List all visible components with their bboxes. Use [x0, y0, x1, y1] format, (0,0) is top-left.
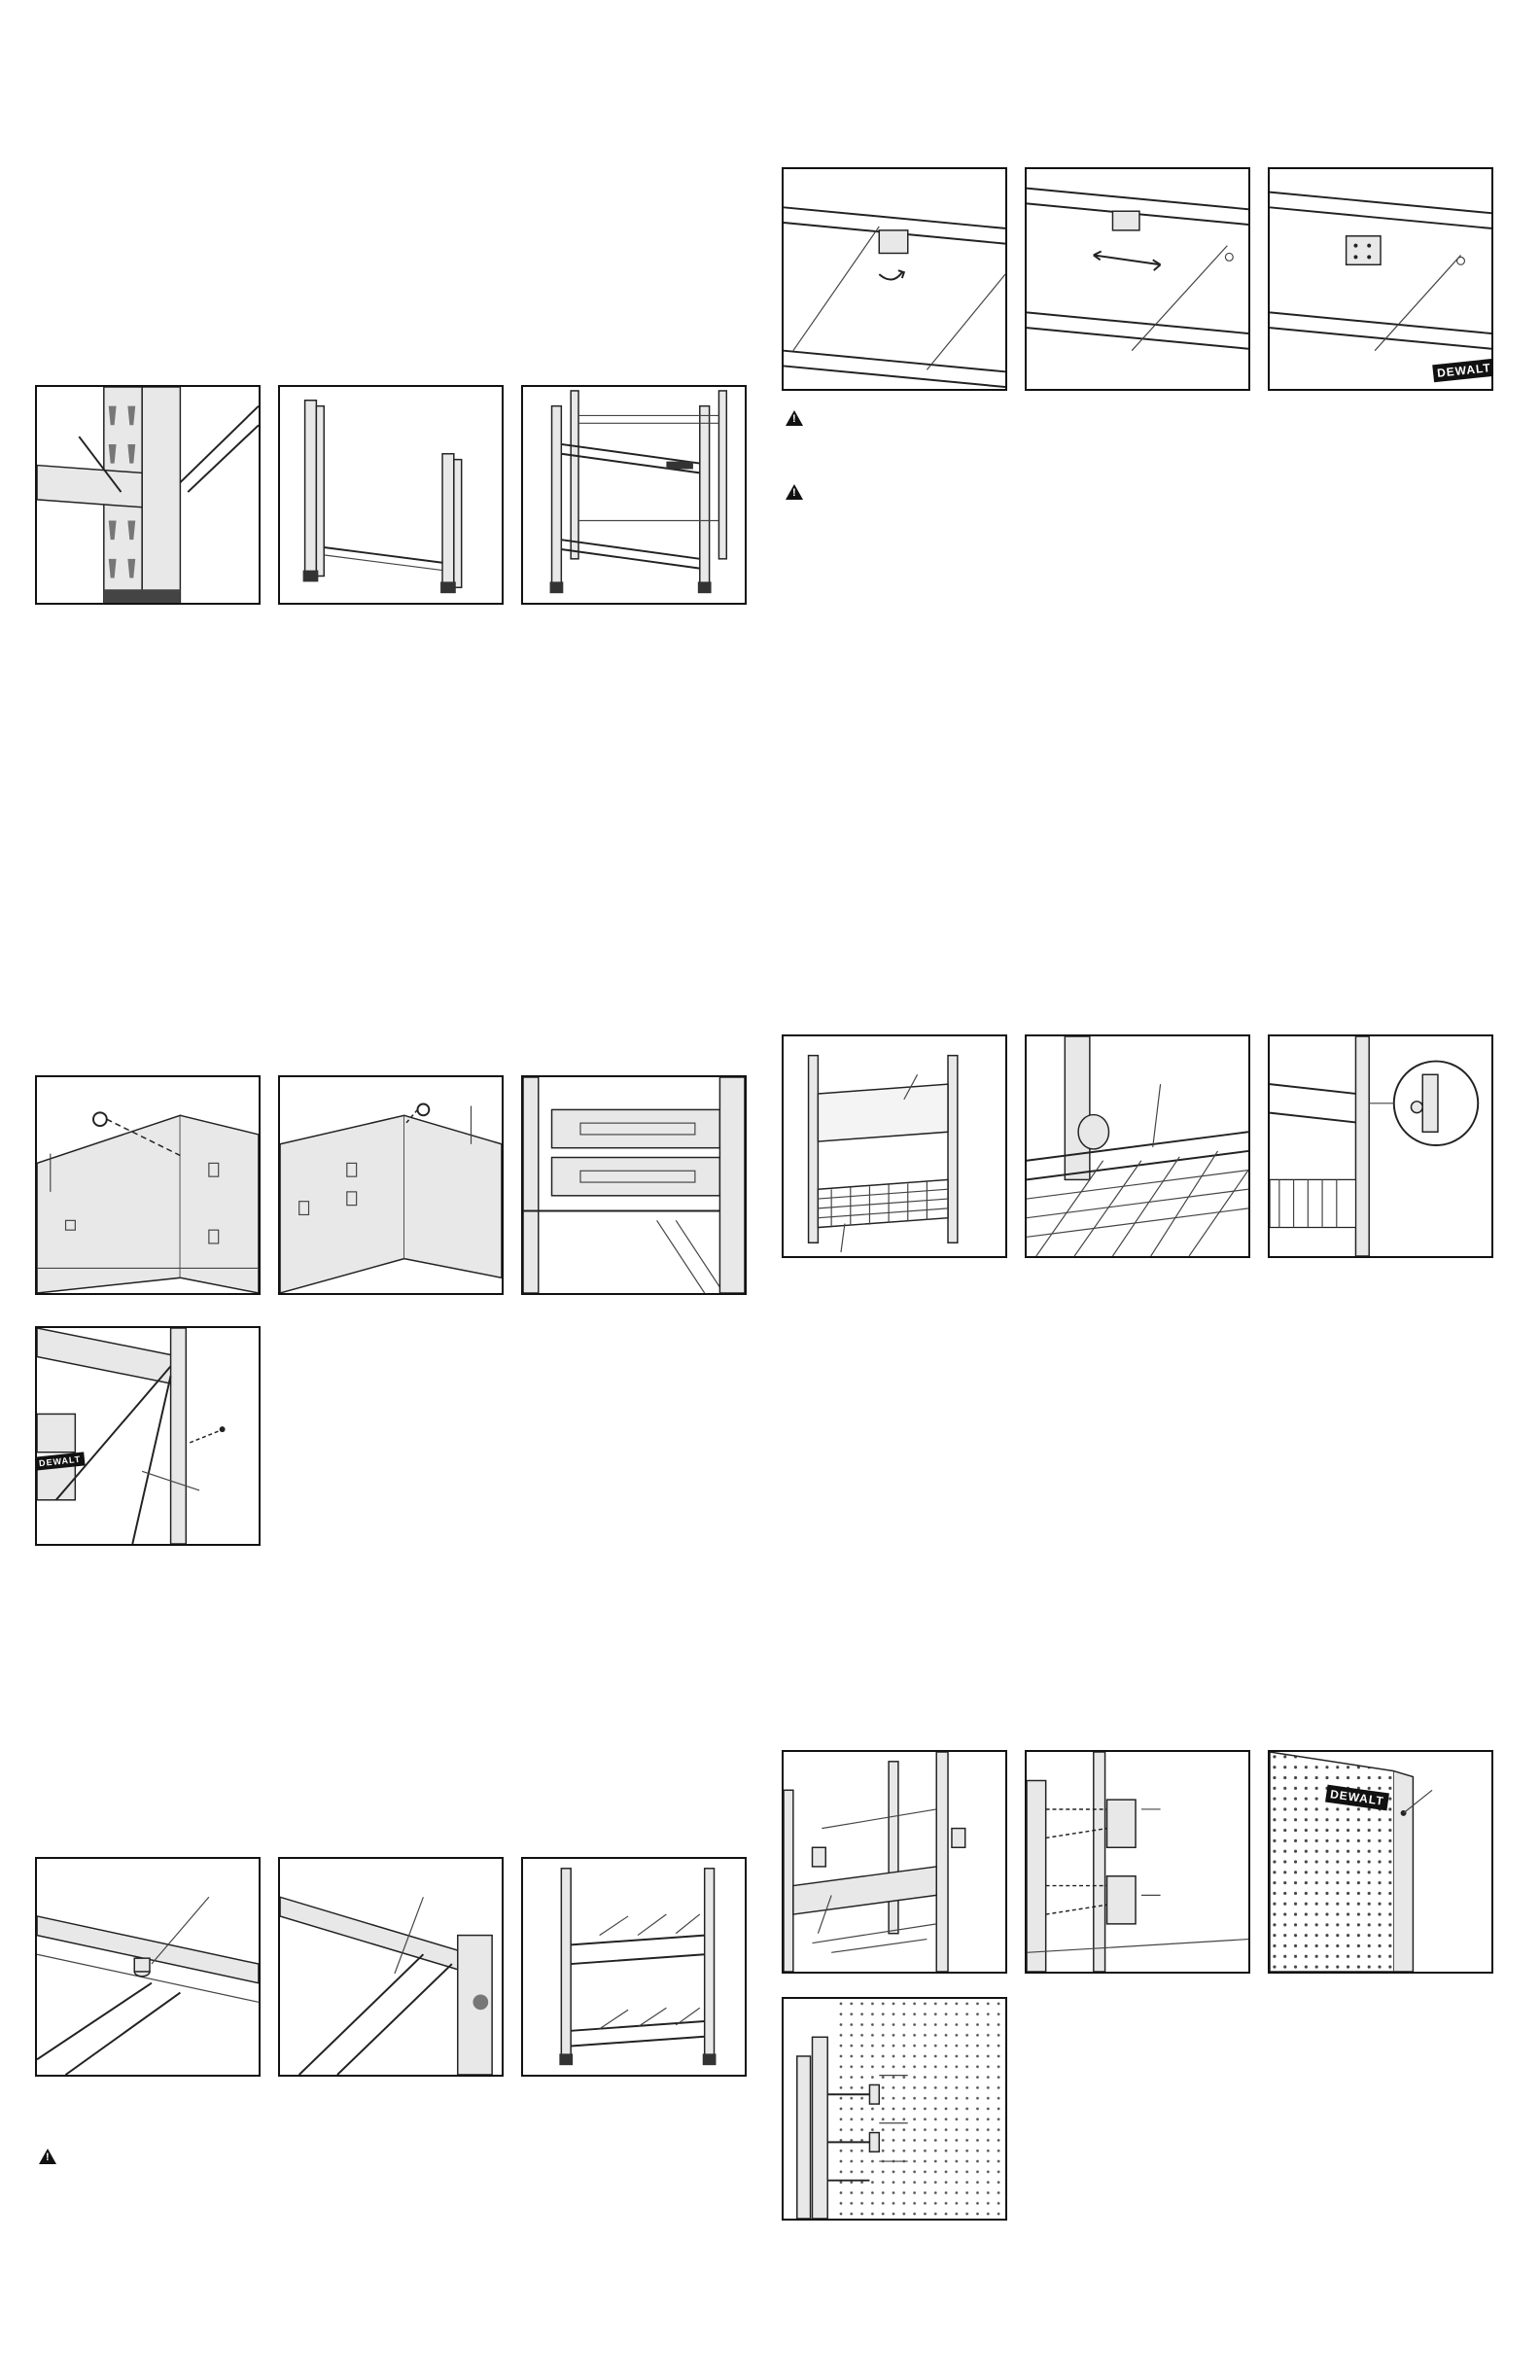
figure-pegboard-panel	[1268, 1750, 1493, 1974]
figure-two-uprights-bottom-beam	[278, 385, 504, 605]
figure-upright-beam-connector	[35, 385, 261, 605]
figure-support-bar-end	[278, 1857, 504, 2077]
pegboard-attached-drawing	[784, 1999, 1005, 2219]
frame-drawing	[523, 387, 745, 603]
uprights-drawing	[280, 387, 502, 603]
support-bar-drawing	[280, 1859, 502, 2075]
dewalt-badge: DEWALT	[35, 1452, 86, 1470]
slots-drawing	[523, 1077, 745, 1293]
support-pin-drawing	[37, 1859, 259, 2075]
completed-frame-drawing	[523, 1859, 745, 2075]
figure-cross-brace	[35, 1326, 261, 1546]
end-panel-drawing	[280, 1077, 502, 1293]
clip-detail-drawing	[1270, 1036, 1491, 1256]
hooks-closeup-drawing	[1027, 1752, 1248, 1972]
pegboard-mount-drawing	[784, 1752, 1005, 1972]
upright-beam-drawing	[37, 387, 259, 603]
figure-shelf-with-wire-deck	[782, 1034, 1007, 1258]
wire-deck-drawing	[784, 1036, 1005, 1256]
figure-beam-support-pin	[35, 1857, 261, 2077]
figure-pegboard-bracket-mount	[782, 1750, 1007, 1974]
bracket-drawing	[1270, 169, 1491, 389]
bolt-beam-drawing	[37, 1077, 259, 1293]
figure-deck-clip-detail	[1268, 1034, 1493, 1258]
figure-wire-deck-closeup	[1025, 1034, 1250, 1258]
figure-bracket-hooks-closeup	[1025, 1750, 1250, 1974]
figure-pegboard-attached	[782, 1997, 1007, 2221]
warning-triangle-icon	[786, 410, 803, 426]
cross-brace-drawing	[37, 1328, 259, 1544]
deck-closeup-drawing	[1027, 1036, 1248, 1256]
dewalt-badge: DEWALT	[1432, 359, 1493, 383]
figure-bracket-installed	[1268, 167, 1493, 391]
figure-completed-frame-with-bars	[521, 1857, 747, 2077]
warning-triangle-icon	[39, 2149, 56, 2164]
figure-beam-end-panel	[278, 1075, 504, 1295]
dewalt-badge: DEWALT	[1325, 1785, 1389, 1811]
figure-tab-rotate	[782, 167, 1007, 391]
figure-frame-with-beams	[521, 385, 747, 605]
figure-upright-slots-closeup	[521, 1075, 747, 1295]
warning-triangle-icon	[786, 484, 803, 500]
figure-tab-slide	[1025, 167, 1250, 391]
figure-bolt-into-beam	[35, 1075, 261, 1295]
pegboard-drawing	[1270, 1752, 1491, 1972]
tab-slide-drawing	[1027, 169, 1248, 389]
tab-rotate-drawing	[784, 169, 1005, 389]
